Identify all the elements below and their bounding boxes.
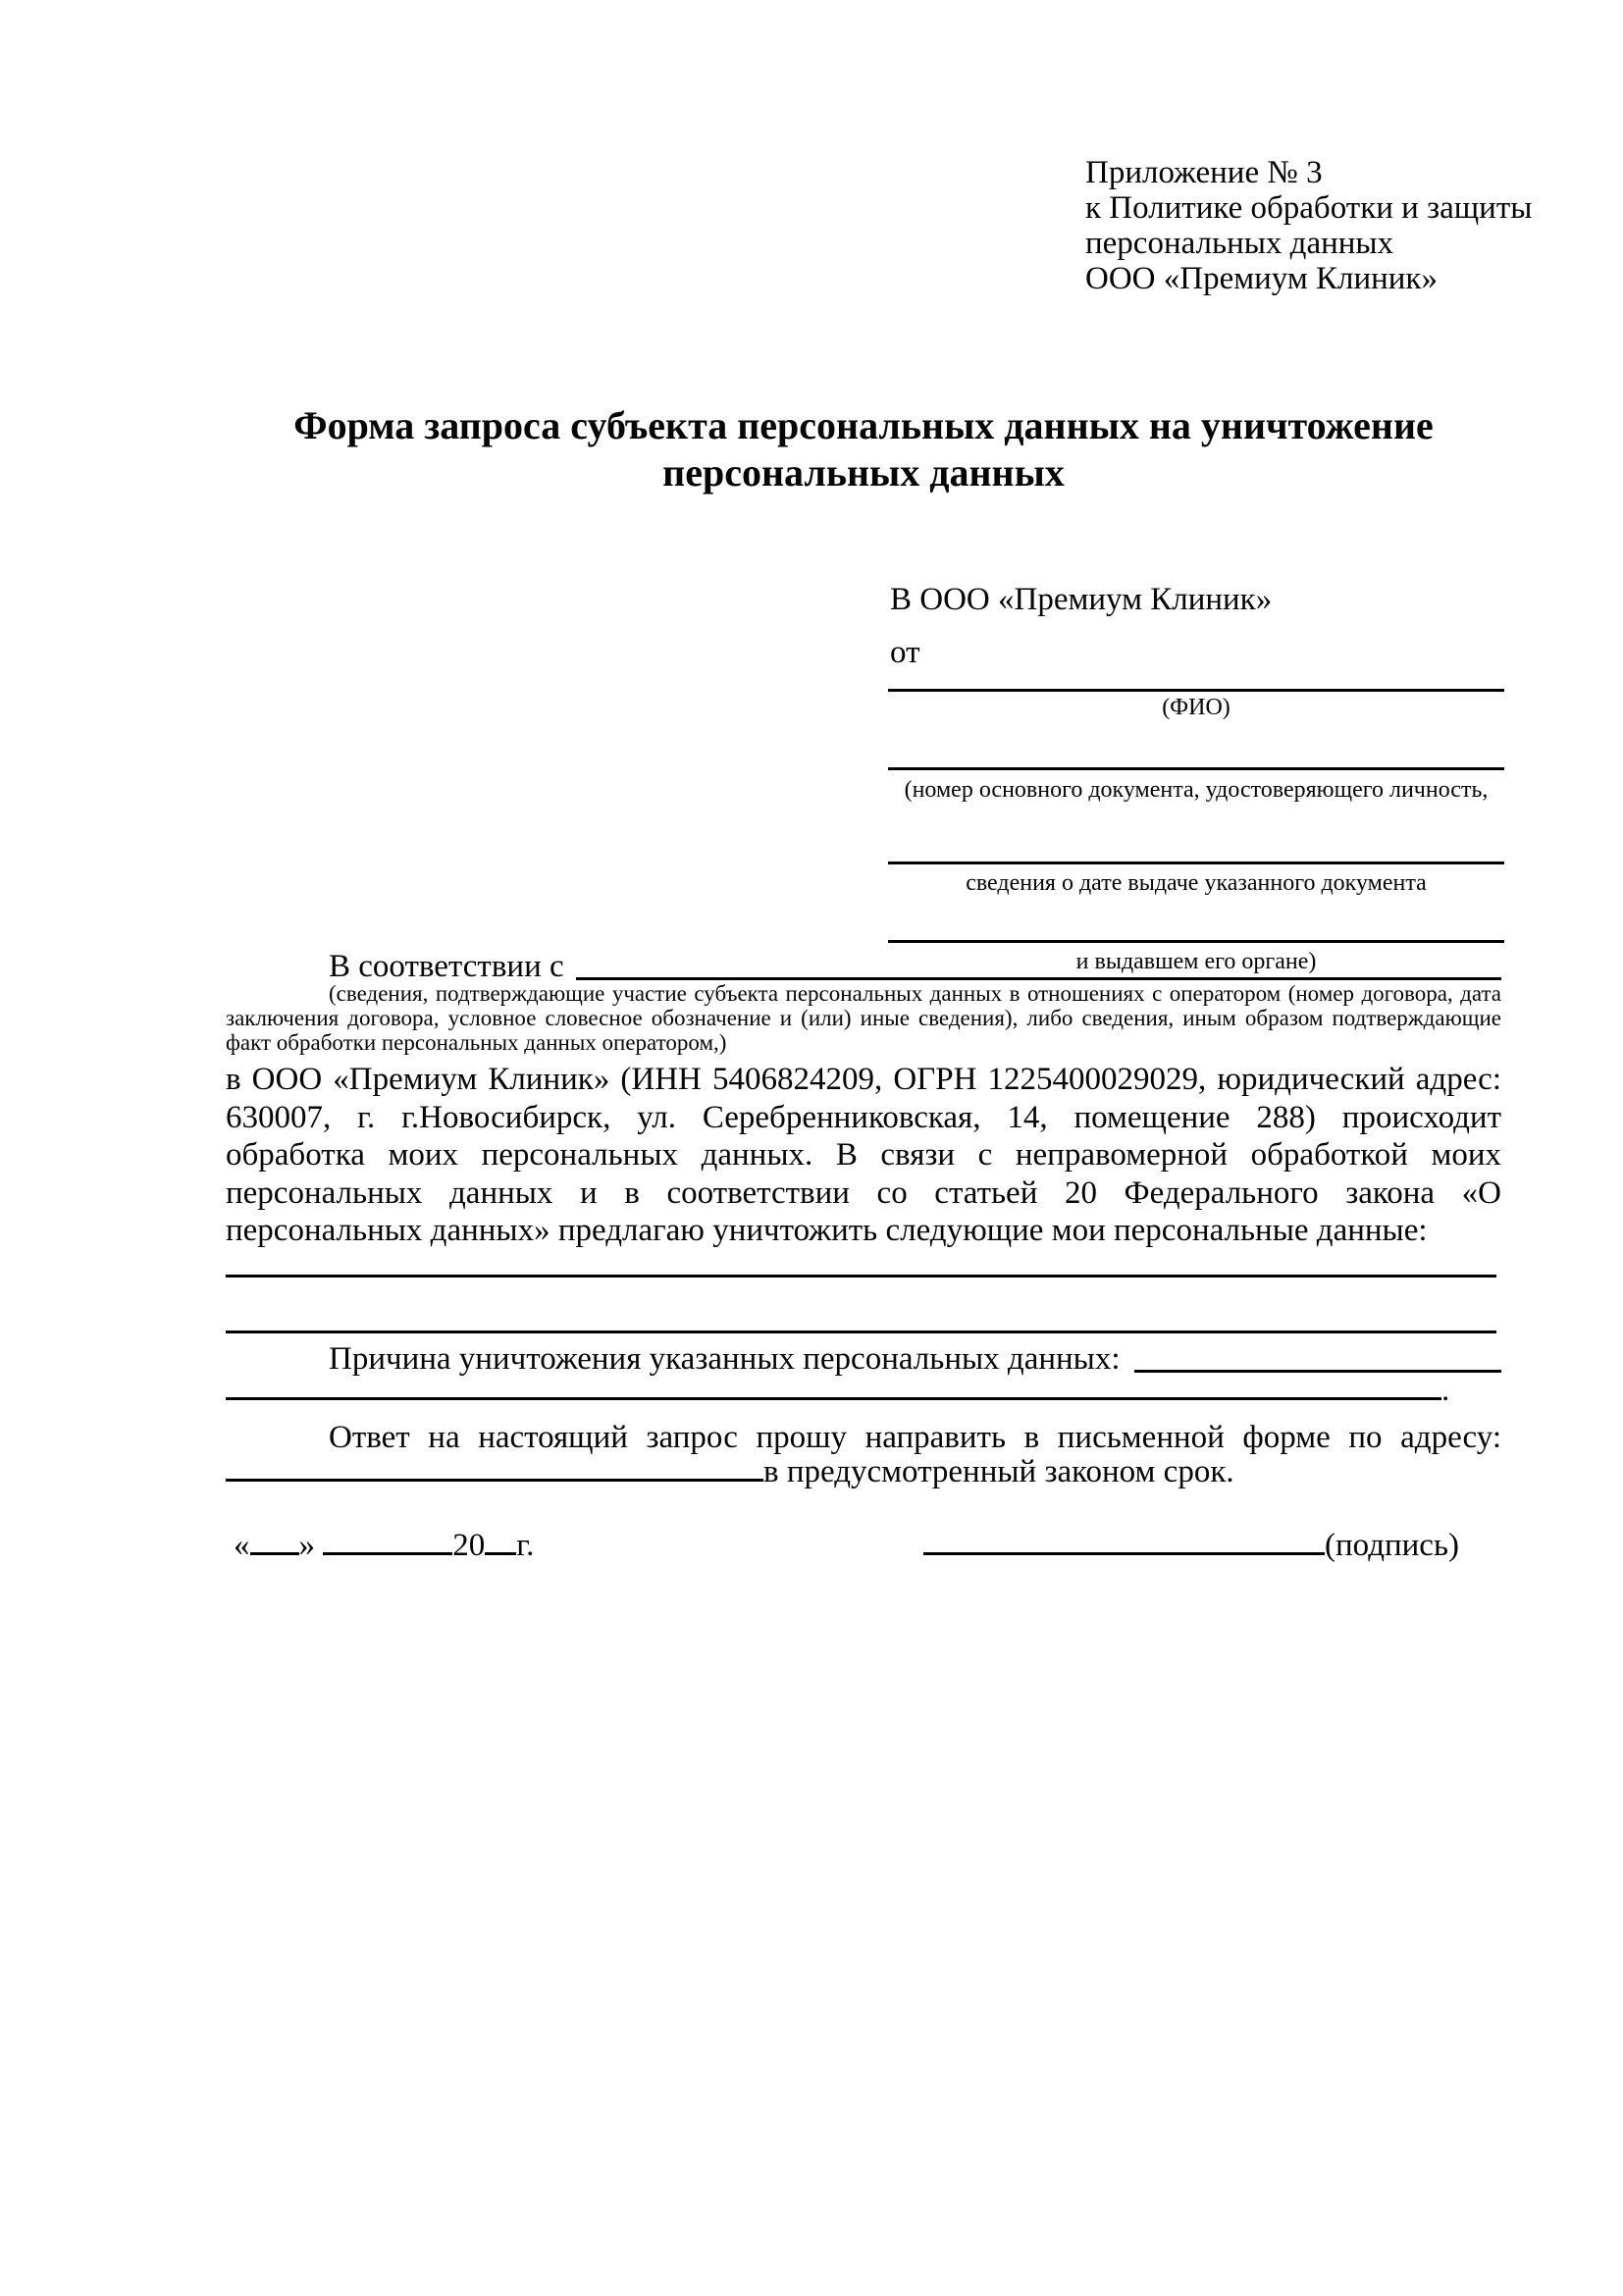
issue-date-blank-line xyxy=(888,861,1504,864)
date-line xyxy=(234,1527,534,1564)
year-blank xyxy=(485,1550,516,1555)
response-address-row xyxy=(226,1453,1501,1490)
signature-caption: (подпись) xyxy=(1325,1528,1459,1563)
period-mark: . xyxy=(1441,1373,1450,1408)
doc-number-caption: (номер основного документа, удостоверяющего личность, xyxy=(904,777,1489,803)
note-text: (сведения, подтверждающие участие субъекта персональных данных в отношениях с оператором (номер договора, дата заключения договора, условное словесное обозначение и (или) иные сведения), либо сведения, иным образом подтверждающие факт обработки персональных данных оператором,) xyxy=(226,981,1501,1055)
year-century: 20 xyxy=(452,1528,486,1563)
response-tail: в предусмотренный законом срок. xyxy=(763,1454,1234,1489)
form-title-line: Форма запроса субъекта персональных данных на уничтожение xyxy=(293,403,1434,447)
close-quote: » xyxy=(298,1528,315,1563)
response-request-line: Ответ на настоящий запрос прошу направить в письменной форме по адресу: xyxy=(329,1420,1501,1455)
form-title xyxy=(226,402,1501,496)
reason-blank-line-2 xyxy=(226,1395,1441,1400)
signature-blank-line xyxy=(923,1550,1325,1555)
reason-label: Причина уничтожения указанных персональных данных: xyxy=(329,1341,1121,1377)
fio-caption: (ФИО) xyxy=(1162,695,1230,720)
appendix-line: Приложение № 3 xyxy=(1085,155,1323,190)
accordance-label: В соответствии с xyxy=(329,949,564,984)
reason-blank-line xyxy=(1134,1340,1501,1373)
reason-continuation-row xyxy=(226,1372,1501,1409)
address-blank-line xyxy=(226,1477,763,1482)
issue-org-blank-line xyxy=(888,940,1504,943)
accordance-row xyxy=(226,948,1501,985)
issue-org-caption: и выдавшем его органе) xyxy=(1075,949,1317,974)
year-suffix: г. xyxy=(516,1528,535,1563)
day-blank xyxy=(250,1550,299,1555)
data-blank-line-1 xyxy=(226,1275,1496,1278)
doc-number-blank-line xyxy=(888,767,1504,770)
accordance-blank-line xyxy=(576,948,1501,980)
date-signature-row xyxy=(226,1527,1501,1566)
signature-area xyxy=(923,1527,1459,1564)
form-title-line: персональных данных xyxy=(662,450,1065,495)
fio-blank-line xyxy=(888,689,1504,692)
addressee-to: В ООО «Премиум Клиник» xyxy=(890,582,1273,617)
appendix-block xyxy=(1085,155,1533,296)
appendix-line: к Политике обработки и защиты xyxy=(1085,190,1533,226)
appendix-line: ООО «Премиум Клиник» xyxy=(1085,261,1438,296)
main-paragraph: в ООО «Премиум Клиник» (ИНН 5406824209, ОГРН 1225400029029, юридический адрес: 630007, г. г.Новосибирск, ул. Серебренниковская, 14, помещение 288) происходит обработка моих персональных данных. В связи с неправомерной обработкой моих персональных данных и в соответствии со статьей 20 Федерального закона «О персональных данных» предлагаю уничтожить следующие мои персональные данные: xyxy=(226,1062,1501,1248)
data-blank-line-2 xyxy=(226,1331,1496,1333)
addressee-from: от xyxy=(890,635,920,670)
month-blank xyxy=(323,1550,452,1555)
issue-date-caption: сведения о дате выдаче указанного документа xyxy=(966,870,1427,896)
appendix-line: персональных данных xyxy=(1085,226,1394,261)
open-quote: « xyxy=(234,1528,250,1563)
addressee-block xyxy=(888,581,1504,993)
